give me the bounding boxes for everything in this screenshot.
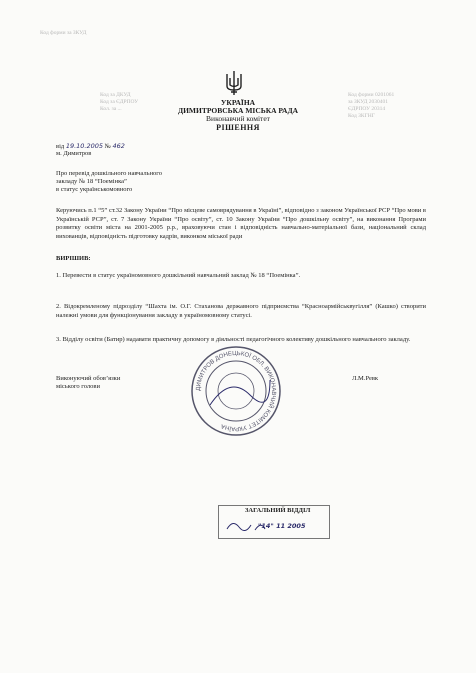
signature-position xyxy=(56,375,120,391)
number-value: 462 xyxy=(112,142,125,150)
svg-text:ДИМИТРОВ ДОНЕЦЬКОЇ ОБЛ. ВИКОНА xyxy=(196,351,276,432)
date-prefix: від xyxy=(56,143,65,150)
preamble-paragraph: Керуючись п.1 “5” ст.32 Закону України “Про місцеве самоврядування в Україні”, відповідно з законом Української РСР “Про мови в Українській РСР”, ст. 7 Закону України “Про освіту”, ст. 10 Закону України “Про дошкільну освіту”, на виконання Програми розвитку освіти міста на 2001-2005 р.р., враховуючи стан і відповідність навчально-матеріальної бази, національний склад вихованців, відповідність підготовку кадрів, виконком міської ради xyxy=(56,207,426,240)
city-line: м. Димитров xyxy=(56,150,92,157)
handwritten-initials-icon xyxy=(225,517,320,533)
trident-emblem-icon xyxy=(225,70,243,96)
header-decision: РІШЕННЯ xyxy=(216,123,260,132)
header-council: ДИМИТРОВСЬКА МІСЬКА РАДА xyxy=(177,106,299,115)
faint-right-line: за ЗКУД 2030401 xyxy=(348,99,389,105)
stamp-department: ЗАГАЛЬНИЙ ВІДДІЛ xyxy=(245,507,311,514)
header-country: УКРАЇНА xyxy=(220,98,256,107)
seal-text: ДИМИТРОВ ДОНЕЦЬКОЇ ОБЛ. ВИКОНАВЧИЙ КОМІТЕТ УКРАЇНА xyxy=(195,350,277,432)
date-value: 19.10.2005 xyxy=(65,142,104,150)
subject-line: закладу № 18 “Поемінка” xyxy=(56,178,127,185)
signatory-name: Л.М.Ревк xyxy=(352,375,379,382)
faint-header-text xyxy=(40,30,440,37)
faint-left-line: Код за ДКУД xyxy=(100,92,131,98)
resolution-item-2: 2. Відокремленому підрозділу “Шахта ім. О.Г. Стаханова державного підприємства “Красноармійськвугілля” (Кашко) створити належні умови для функціонування закладу в україномовному статусі. xyxy=(56,303,426,319)
resolution-item-3: 3. Відділу освіти (Батир) надавати практичну допомогу в діяльності педагогічного колективу дошкільного навчального закладу. xyxy=(56,336,411,343)
official-round-seal-icon xyxy=(190,345,282,437)
subject-line: Про перевід дошкільного навчального xyxy=(56,170,163,177)
stamp-date: "14" 11 2005 xyxy=(258,522,306,530)
faint-right-line: Код ЗКГНГ xyxy=(348,113,375,119)
resolved-heading: ВИРІШИВ: xyxy=(56,255,91,262)
number-prefix: № xyxy=(104,143,111,150)
faint-right-line: ЄДРПОУ 20314 xyxy=(348,106,386,112)
resolution-item-1: 1. Перевести в статус україномовного дошкільний навчальний заклад № 18 “Поемінка”. xyxy=(56,272,301,279)
faint-left-line: Кол. за ... xyxy=(100,106,122,112)
header-committee: Виконавчий комітет xyxy=(206,114,270,123)
subject-line: в статус українськомовного xyxy=(56,186,133,193)
signature-position-line: міського голови xyxy=(56,383,100,390)
faint-left-line: Код за ЄДРПОУ xyxy=(100,99,139,105)
faint-top-line: Код форми за ЗКУД xyxy=(40,30,87,36)
faint-right-line: Код форми 0201061 xyxy=(348,92,395,98)
decision-subject xyxy=(56,170,162,194)
signature-position-line: Виконуючий обов’язки xyxy=(56,375,121,382)
